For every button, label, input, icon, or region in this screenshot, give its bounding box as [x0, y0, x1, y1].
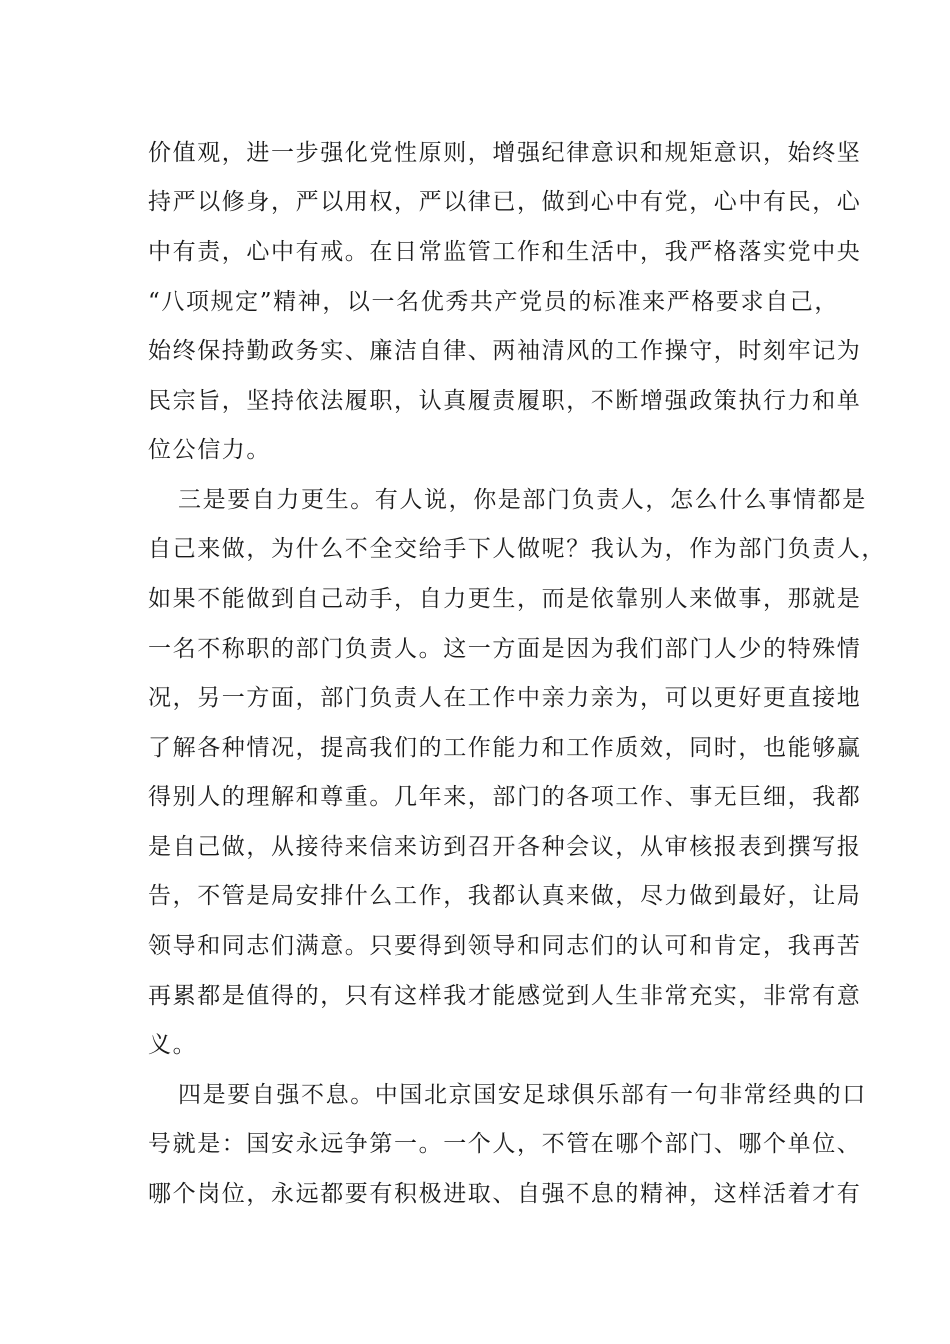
text-line: 了解各种情况，提高我们的工作能力和工作质效，同时，也能够赢 [148, 735, 862, 761]
paragraph-first-line: 三是要自力更生。有人说，你是部门负责人，怎么什么事情都是 [178, 487, 867, 513]
text-line: 如果不能做到自己动手，自力更生，而是依靠别人来做事，那就是 [148, 586, 862, 612]
text-line: 始终保持勤政务实、廉洁自律、两袖清风的工作操守，时刻牢记为 [148, 338, 862, 364]
text-line: 价值观，进一步强化党性原则，增强纪律意识和规矩意识，始终坚 [148, 140, 862, 166]
text-line: 再累都是值得的，只有这样我才能感觉到人生非常充实，非常有意 [148, 983, 862, 1009]
text-line: 哪个岗位，永远都要有积极进取、自强不息的精神，这样活着才有 [148, 1181, 862, 1207]
text-line: 义。 [148, 1032, 198, 1058]
text-line: “八项规定”精神，以一名优秀共产党员的标准来严格要求自己， [148, 289, 839, 315]
text-line: 中有责，心中有戒。在日常监管工作和生活中，我严格落实党中央 [148, 239, 862, 265]
paragraph-first-line: 四是要自强不息。中国北京国安足球俱乐部有一句非常经典的口 [178, 1082, 867, 1108]
text-line: 自己来做，为什么不全交给手下人做呢？我认为，作为部门负责人， [148, 536, 886, 562]
text-line: 一名不称职的部门负责人。这一方面是因为我们部门人少的特殊情 [148, 636, 862, 662]
text-line: 持严以修身，严以用权，严以律已，做到心中有党，心中有民，心 [148, 189, 862, 215]
text-line: 领导和同志们满意。只要得到领导和同志们的认可和肯定，我再苦 [148, 933, 862, 959]
text-line: 位公信力。 [148, 437, 271, 463]
text-line: 得别人的理解和尊重。几年来，部门的各项工作、事无巨细，我都 [148, 784, 862, 810]
text-line: 告，不管是局安排什么工作，我都认真来做，尽力做到最好，让局 [148, 883, 862, 909]
text-line: 号就是：国安永远争第一。一个人，不管在哪个部门、哪个单位、 [148, 1131, 862, 1157]
text-line: 况，另一方面，部门负责人在工作中亲力亲为，可以更好更直接地 [148, 685, 862, 711]
text-line: 是自己做，从接待来信来访到召开各种会议，从审核报表到撰写报 [148, 834, 862, 860]
text-line: 民宗旨，坚持依法履职，认真履责履职，不断增强政策执行力和单 [148, 388, 862, 414]
